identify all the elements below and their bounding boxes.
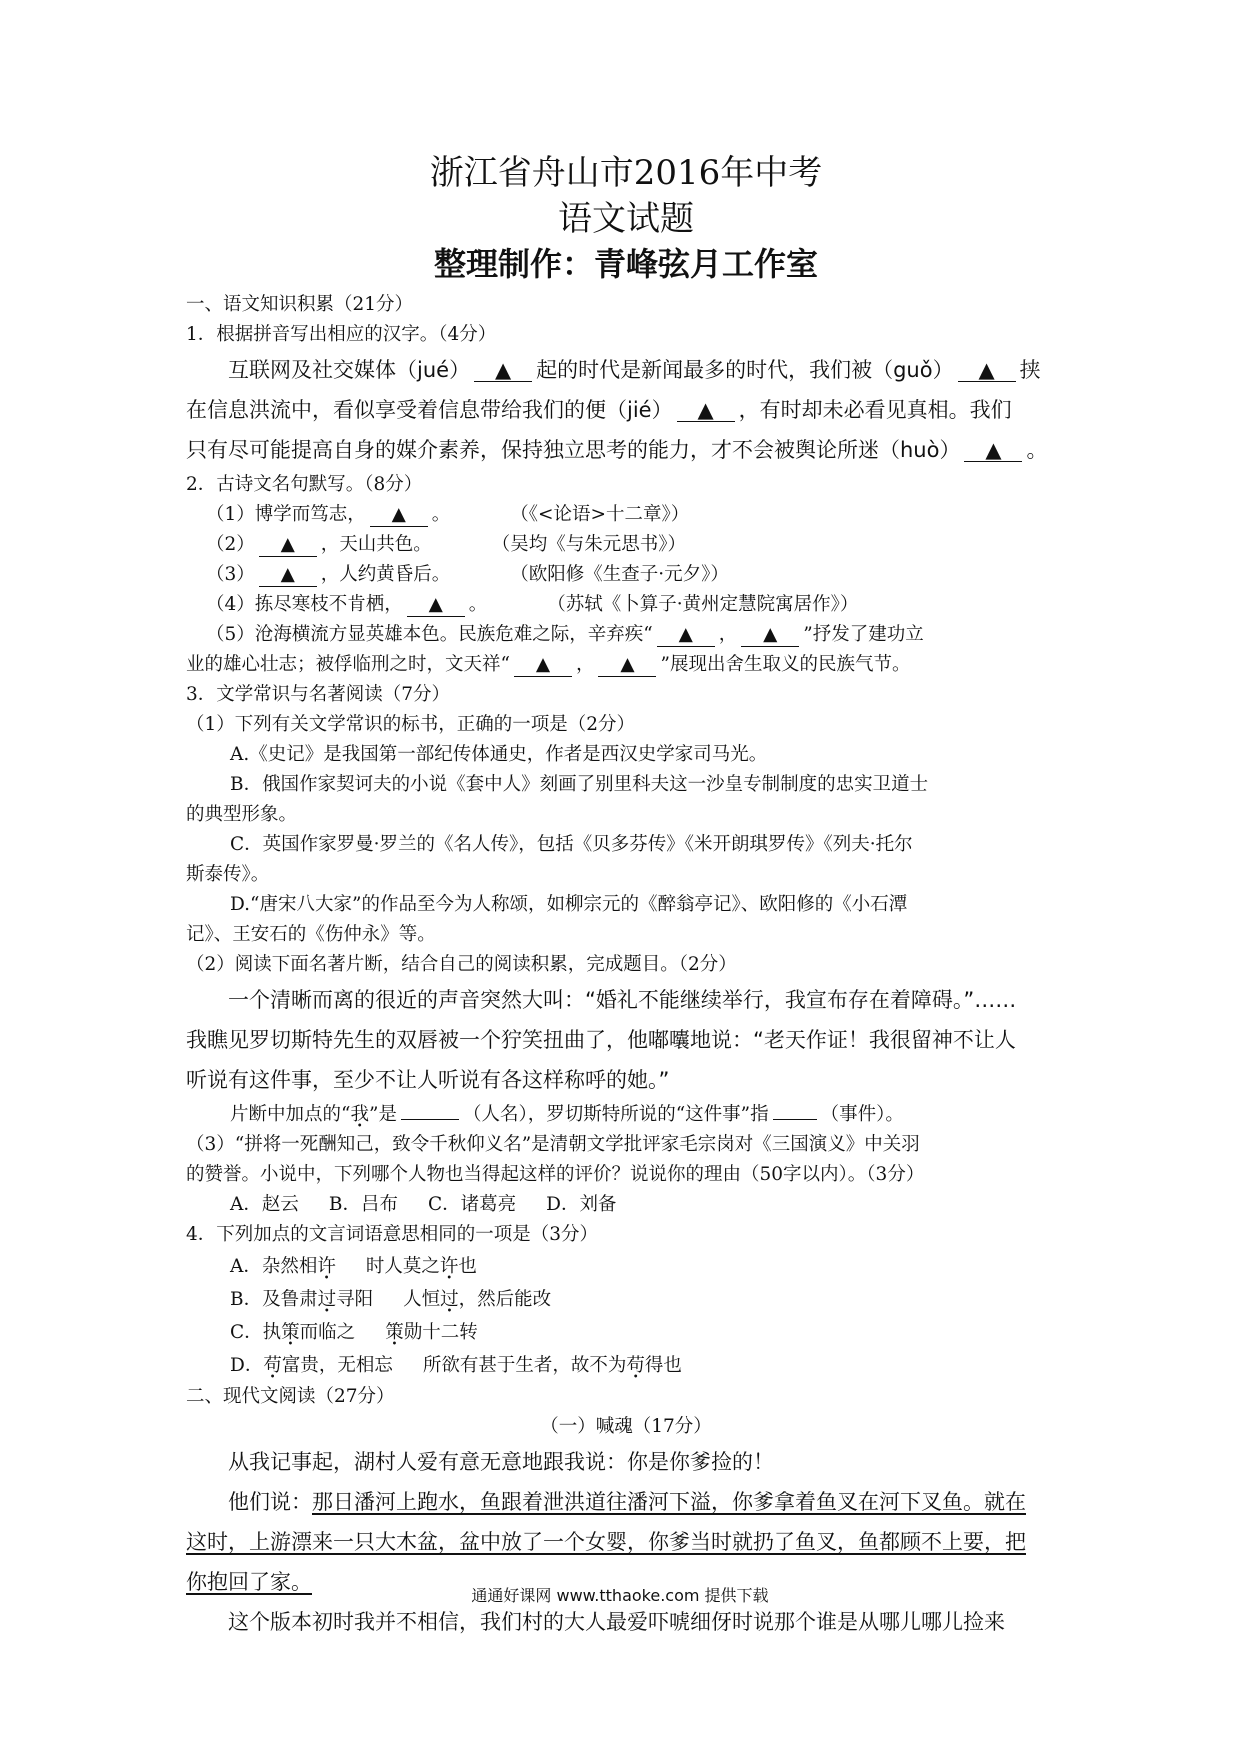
answer-blank[interactable]: ▲	[677, 399, 735, 422]
q3-fill-line: 片断中加点的“我”是 （人名），罗切斯特所说的“这件事”指 （事件）。	[230, 1104, 904, 1125]
choice-b: B．吕布	[328, 1194, 398, 1215]
q4-stem: 4．下列加点的文言词语意思相同的一项是（3分）	[186, 1224, 599, 1245]
q1-paragraph-line2: 在信息洪流中，看似享受着信息带给我们的便（jié） ▲ ，有时却未必看见真相。我们	[186, 398, 1012, 422]
choice-a: A．赵云	[230, 1194, 299, 1215]
answer-blank[interactable]: ▲	[598, 654, 656, 677]
article-paragraph-2-line3: 你抱回了家。	[186, 1570, 312, 1594]
answer-blank[interactable]: ▲	[370, 504, 428, 527]
q3-sub3-line2: 的赞誉。小说中，下列哪个人物也当得起这样的评价？说说你的理由（50字以内）。（3分）	[186, 1164, 925, 1185]
answer-blank[interactable]	[773, 1119, 817, 1120]
q3-option-d-line1: D.“唐宋八大家”的作品至今为人称颂，如柳宗元的《醉翁亭记》、欧阳修的《小石潭	[230, 894, 908, 915]
q2-stem: 2．古诗文名句默写。（8分）	[186, 474, 423, 495]
article-paragraph-2-line2: 这时，上游漂来一只大木盆，盆中放了一个女婴，你爹当时就扔了鱼叉，鱼都顾不上要，把	[186, 1530, 1026, 1554]
q1-paragraph-line3: 只有尽可能提高自身的媒介素养，保持独立思考的能力，才不会被舆论所迷（huò） ▲ 。	[186, 438, 1048, 462]
answer-blank[interactable]: ▲	[964, 439, 1022, 462]
excerpt-line1: 一个清晰而离的很近的声音突然大叫：“婚礼不能继续举行，我宣布存在着障碍。”……	[228, 988, 1017, 1012]
excerpt-line3: 听说有这件事，至少不让人听说有各这样称呼的她。”	[186, 1068, 670, 1092]
answer-blank[interactable]: ▲	[741, 624, 799, 647]
page-footer: 通通好课网 www.tthaoke.com 提供下载	[471, 1586, 769, 1605]
answer-blank[interactable]	[401, 1119, 459, 1120]
q3-choices	[186, 1190, 1066, 1220]
q3-stem: 3．文学常识与名著阅读（7分）	[186, 684, 451, 705]
q2-item-1: （1）博学而笃志， ▲ 。 （《<论语>十二章》）	[206, 504, 690, 525]
q3-option-c-line1: C．英国作家罗曼·罗兰的《名人传》，包括《贝多芬传》《米开朗琪罗传》《列夫·托尔	[230, 834, 913, 855]
choice-c: C．诸葛亮	[427, 1194, 517, 1215]
answer-blank[interactable]: ▲	[657, 624, 715, 647]
q3-sub2: （2）阅读下面名著片断，结合自己的阅读积累，完成题目。（2分）	[186, 954, 737, 975]
q4-option-a: A．杂然相许 时人莫之许也	[230, 1256, 477, 1277]
q3-option-b-line1: B．俄国作家契诃夫的小说《套中人》刻画了别里科夫这一沙皇专制制度的忠实卫道士	[230, 774, 929, 795]
q2-item-4: （4）拣尽寒枝不肯栖， ▲ 。 （苏轼《卜算子·黄州定慧院寓居作》）	[206, 594, 859, 615]
q2-item-5-line2: 业的雄心壮志；被俘临刑之时，文天祥“ ▲ ， ▲ ”展现出舍生取义的民族气节。	[186, 654, 911, 675]
exam-page	[186, 150, 1066, 1642]
exam-subtitle: 整理制作：青峰弦月工作室	[433, 245, 818, 283]
answer-blank[interactable]: ▲	[474, 359, 532, 382]
answer-blank[interactable]: ▲	[958, 359, 1016, 382]
q4-option-c: C．执策而临之 策勋十二转	[230, 1322, 478, 1343]
answer-blank[interactable]: ▲	[407, 594, 465, 617]
q3-option-b-line2: 的典型形象。	[186, 804, 298, 825]
q3-option-c-line2: 斯泰传》。	[186, 864, 270, 885]
q3-sub1: （1）下列有关文学常识的标书，正确的一项是（2分）	[186, 714, 636, 735]
answer-blank[interactable]: ▲	[514, 654, 572, 677]
q2-item-5-line1: （5）沧海横流方显英雄本色。民族危难之际，辛弃疾“ ▲ ， ▲ ”抒发了建功立	[206, 624, 924, 645]
article-paragraph-1: 从我记事起，湖村人爱有意无意地跟我说：你是你爹捡的！	[228, 1450, 774, 1474]
q3-sub3-line1: （3）“拼将一死酬知己，致令千秋仰义名”是清朝文学批评家毛宗岗对《三国演义》中关羽	[186, 1134, 920, 1155]
article-paragraph-2-line1: 他们说：那日潘河上跑水，鱼跟着泄洪道往潘河下溢，你爹拿着鱼叉在河下叉鱼。就在	[228, 1490, 1026, 1514]
choice-d: D．刘备	[546, 1194, 617, 1215]
q2-item-2: （2） ▲ ，天山共色。 （吴均《与朱元思书》）	[206, 534, 687, 555]
section2-heading: 二、现代文阅读（27分）	[186, 1386, 395, 1407]
q4-option-b: B．及鲁肃过寻阳 人恒过，然后能改	[230, 1289, 552, 1310]
q3-option-d-line2: 记》、王安石的《伤仲永》等。	[186, 924, 436, 945]
article-paragraph-3: 这个版本初时我并不相信，我们村的大人最爱吓唬细伢时说那个谁是从哪儿哪儿捡来	[228, 1610, 1005, 1634]
q2-item-3: （3） ▲ ，人约黄昏后。 （欧阳修《生查子·元夕》）	[206, 564, 729, 585]
article-title: （一）喊魂（17分）	[540, 1416, 712, 1437]
answer-blank[interactable]: ▲	[259, 564, 317, 587]
excerpt-line2: 我瞧见罗切斯特先生的双唇被一个狞笑扭曲了，他嘟囔地说：“老天作证！我很留神不让人	[186, 1028, 1016, 1052]
answer-blank[interactable]: ▲	[259, 534, 317, 557]
exam-title-line2: 语文试题	[558, 199, 694, 239]
q1-stem: 1．根据拼音写出相应的汉字。（4分）	[186, 324, 497, 345]
exam-title-line1: 浙江省舟山市2016年中考	[429, 153, 823, 193]
q4-option-d: D．苟富贵，无相忘 所欲有甚于生者，故不为苟得也	[230, 1355, 682, 1376]
q1-paragraph-line1: 互联网及社交媒体（jué） ▲ 起的时代是新闻最多的时代，我们被（guǒ） ▲ 挟	[228, 358, 1041, 382]
section1-heading: 一、语文知识积累（21分）	[186, 294, 414, 315]
q3-option-a: A.《史记》是我国第一部纪传体通史，作者是西汉史学家司马光。	[230, 744, 768, 765]
